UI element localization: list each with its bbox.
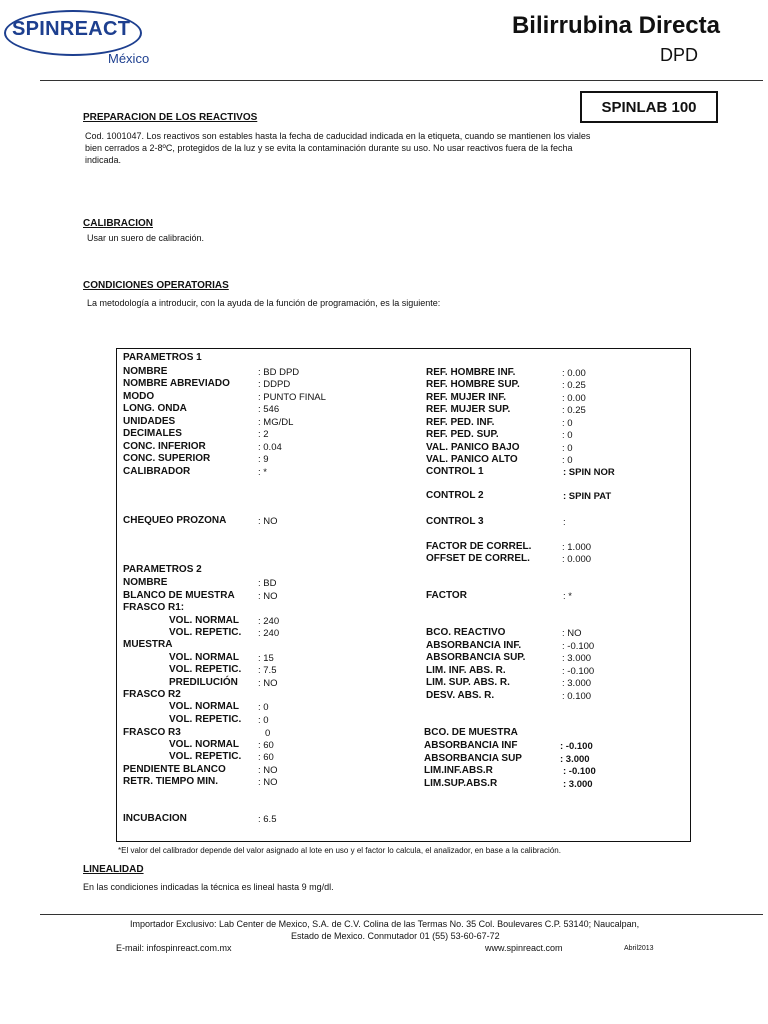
param-value: : 60: [258, 740, 274, 751]
param-value: : 0: [562, 430, 573, 441]
param-value: : -0.100: [560, 741, 593, 752]
param-value: : NO: [258, 591, 278, 602]
section-heading-preparacion: PREPARACION DE LOS REACTIVOS: [83, 112, 258, 123]
page-title: Bilirrubina Directa: [511, 12, 720, 39]
param-label: CONC. INFERIOR: [123, 441, 206, 452]
param-value: :: [563, 517, 566, 528]
preparacion-line: bien cerrados a 2-8ºC, protegidos de la luz y se evita la contaminación durante su uso. No usar reactivos fuera de la fecha: [85, 143, 573, 153]
param-label: LIM.INF.ABS.R: [424, 765, 493, 776]
param-value: : -0.100: [562, 666, 595, 677]
param-label: MUESTRA: [123, 639, 173, 650]
param-value: : 3.000: [562, 653, 592, 664]
param-label: ABSORBANCIA SUP.: [426, 652, 526, 663]
param-label: CONC. SUPERIOR: [123, 453, 211, 464]
param-value: : 0: [258, 702, 269, 713]
param-label: REF. PED. INF.: [426, 417, 495, 428]
param-value: : *: [258, 467, 267, 478]
param-value: : 9: [258, 454, 269, 465]
param-value: : NO: [258, 516, 278, 527]
param-value: : MG/DL: [258, 417, 294, 428]
param-label: PARAMETROS 1: [123, 352, 202, 363]
param-label: VOL. NORMAL: [169, 739, 239, 750]
param-label: NOMBRE: [123, 366, 168, 377]
param-label: VOL. REPETIC.: [169, 627, 242, 638]
section-heading-linealidad: LINEALIDAD: [83, 864, 144, 875]
param-label: BCO. DE MUESTRA: [424, 727, 518, 738]
param-label: ABSORBANCIA INF: [424, 740, 518, 751]
footer-website: www.spinreact.com: [485, 943, 563, 953]
section-heading-condiciones: CONDICIONES OPERATORIAS: [83, 280, 229, 291]
param-value: : NO: [258, 777, 278, 788]
param-value: : NO: [258, 678, 278, 689]
param-label: PENDIENTE BLANCO: [123, 764, 226, 775]
page-subtitle: DPD: [660, 45, 699, 65]
param-label: DECIMALES: [123, 428, 182, 439]
preparacion-line: Cod. 1001047. Los reactivos son estables hasta la fecha de caducidad indicada en la etiqueta, cuando se mantienen los viales: [85, 131, 591, 141]
param-label: MODO: [123, 391, 155, 402]
param-label: VAL. PANICO BAJO: [426, 442, 520, 453]
logo: SPINREACT: [12, 18, 131, 40]
param-label: VOL. REPETIC.: [169, 714, 242, 725]
param-label: LIM.SUP.ABS.R: [424, 778, 498, 789]
instrument-badge: SPINLAB 100: [580, 91, 718, 123]
param-label: REF. HOMBRE SUP.: [426, 379, 520, 390]
param-label: VOL. NORMAL: [169, 701, 239, 712]
param-value: : PUNTO FINAL: [258, 392, 326, 403]
param-value: : 0.25: [562, 380, 586, 391]
param-label: CALIBRADOR: [123, 466, 191, 477]
param-value: : 0: [562, 455, 573, 466]
param-value: : 0.00: [562, 393, 586, 404]
param-label: VAL. PANICO ALTO: [426, 454, 518, 465]
param-label: VOL. REPETIC.: [169, 751, 242, 762]
param-value: : -0.100: [562, 641, 595, 652]
param-value: : BD DPD: [258, 367, 300, 378]
param-label: FACTOR DE CORREL.: [426, 541, 532, 552]
param-value: : 3.000: [562, 678, 592, 689]
param-label: NOMBRE: [123, 577, 168, 588]
param-label: BCO. REACTIVO: [426, 627, 506, 638]
param-value: : 1.000: [562, 542, 592, 553]
param-value: : 0.100: [562, 691, 592, 702]
footer-email: E-mail: infospinreact.com.mx: [116, 943, 232, 953]
param-value: : 6.5: [258, 814, 277, 825]
param-value: : 0.00: [562, 368, 586, 379]
param-value: : 240: [258, 628, 280, 639]
param-label: PREDILUCIÓN: [169, 677, 238, 688]
param-value: : 0.000: [562, 554, 592, 565]
param-value: : 15: [258, 653, 274, 664]
param-label: REF. MUJER SUP.: [426, 404, 511, 415]
param-value: : BD: [258, 578, 277, 589]
param-value: : 2: [258, 429, 269, 440]
param-value: : -0.100: [563, 766, 596, 777]
param-label: UNIDADES: [123, 416, 176, 427]
param-label: REF. PED. SUP.: [426, 429, 499, 440]
param-value: : 0: [562, 418, 573, 429]
param-value: : 3.000: [563, 779, 593, 790]
param-value: : 7.5: [258, 665, 277, 676]
param-label: VOL. NORMAL: [169, 615, 239, 626]
param-value: : 0: [562, 443, 573, 454]
param-value: : SPIN PAT: [563, 491, 612, 502]
param-label: INCUBACION: [123, 813, 187, 824]
footer-divider: [40, 914, 763, 915]
param-label: FRASCO R1:: [123, 602, 185, 613]
param-value: : 546: [258, 404, 280, 415]
param-label: PARAMETROS 2: [123, 564, 202, 575]
calibracion-text: Usar un suero de calibración.: [87, 233, 205, 243]
preparacion-line: indicada.: [85, 155, 122, 165]
param-value: : 3.000: [560, 754, 590, 765]
param-label: CHEQUEO PROZONA: [123, 515, 227, 526]
logo-subtitle: México: [108, 51, 150, 66]
param-value: : NO: [562, 628, 582, 639]
param-value: : 60: [258, 752, 274, 763]
param-label: FRASCO R2: [123, 689, 181, 700]
param-label: NOMBRE ABREVIADO: [123, 378, 230, 389]
footer-address-line2: Estado de Mexico. Conmutador 01 (55) 53-60-67-72: [291, 931, 500, 941]
footnote: *El valor del calibrador depende del valor asignado al lote en uso y el factor lo calcula, el analizador, en base a la calibración.: [118, 846, 561, 855]
param-label: FRASCO R3: [123, 727, 181, 738]
param-value: : 0.25: [562, 405, 586, 416]
param-value: : 0.04: [258, 442, 282, 453]
param-label: OFFSET DE CORREL.: [426, 553, 530, 564]
param-value: : 0: [258, 715, 269, 726]
footer-address-line1: Importador Exclusivo: Lab Center de Mexico, S.A. de C.V. Colina de las Termas No. 35 Col. Boulevares C.P. 53140; Naucalpan,: [130, 919, 640, 929]
param-value: 0: [265, 728, 271, 739]
param-label: VOL. NORMAL: [169, 652, 239, 663]
param-label: DESV. ABS. R.: [426, 690, 495, 701]
param-label: VOL. REPETIC.: [169, 664, 242, 675]
param-label: LONG. ONDA: [123, 403, 187, 414]
section-heading-calibracion: CALIBRACION: [83, 218, 153, 229]
param-value: : *: [563, 591, 572, 602]
param-label: REF. MUJER INF.: [426, 392, 507, 403]
param-label: ABSORBANCIA INF.: [426, 640, 522, 651]
preparacion-text: [85, 130, 590, 166]
param-label: LIM. INF. ABS. R.: [426, 665, 506, 676]
footer-date: Abril2013: [624, 945, 654, 952]
param-label: REF. HOMBRE INF.: [426, 367, 516, 378]
param-label: ABSORBANCIA SUP: [424, 753, 522, 764]
param-label: CONTROL 2: [426, 490, 484, 501]
linealidad-text: En las condiciones indicadas la técnica es lineal hasta 9 mg/dl.: [83, 882, 334, 892]
param-label: BLANCO DE MUESTRA: [123, 590, 235, 601]
param-value: : DDPD: [258, 379, 291, 390]
condiciones-text: La metodología a introducir, con la ayuda de la función de programación, es la siguiente:: [87, 298, 441, 308]
param-label: RETR. TIEMPO MIN.: [123, 776, 218, 787]
param-value: : 240: [258, 616, 280, 627]
param-label: CONTROL 1: [426, 466, 484, 477]
param-value: : SPIN NOR: [563, 467, 615, 478]
param-label: CONTROL 3: [426, 516, 484, 527]
header-divider: [40, 80, 763, 81]
param-label: FACTOR: [426, 590, 467, 601]
param-label: LIM. SUP. ABS. R.: [426, 677, 510, 688]
param-value: : NO: [258, 765, 278, 776]
